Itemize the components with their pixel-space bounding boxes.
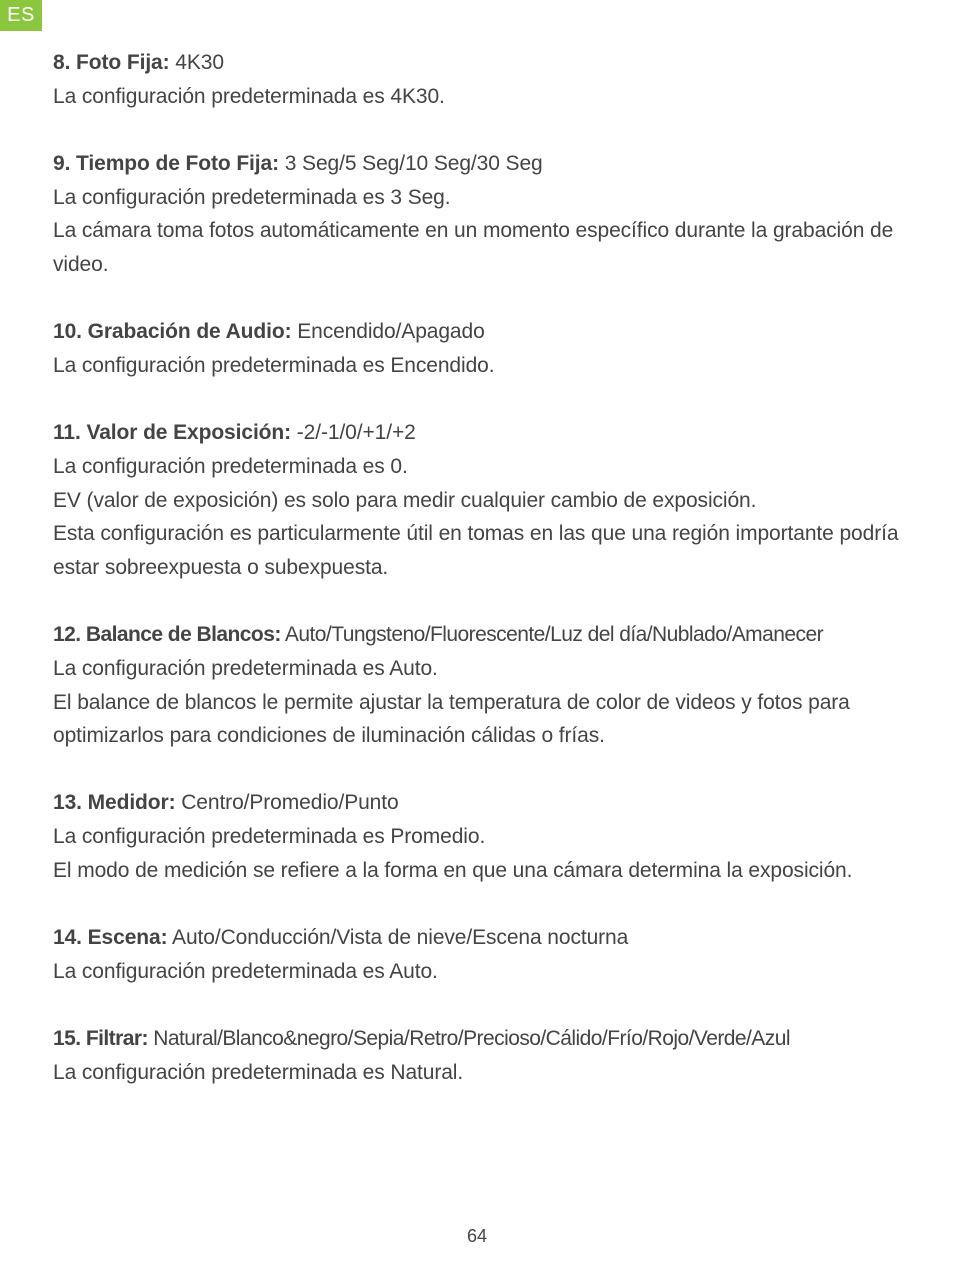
setting-foto-fija [53, 46, 913, 113]
setting-heading [53, 416, 913, 450]
setting-description: El modo de medición se refiere a la forma en que una cámara determina la exposición. [53, 858, 853, 882]
setting-heading [53, 147, 913, 181]
setting-options: Encendido/Apagado [291, 320, 485, 344]
setting-heading [53, 618, 913, 652]
settings-list [53, 46, 913, 1123]
setting-label: 8. Foto Fija: [53, 51, 170, 74]
setting-description: La configuración predeterminada es Auto. [53, 656, 438, 680]
setting-heading [53, 315, 913, 349]
setting-options: 3 Seg/5 Seg/10 Seg/30 Seg [279, 151, 543, 175]
setting-valor-exposicion [53, 416, 913, 585]
setting-options: Centro/Promedio/Punto [175, 791, 399, 815]
setting-description: El balance de blancos le permite ajustar la temperatura de color de videos y fotos para optimizarlos para condiciones de iluminación cálidas o frías. [53, 690, 850, 748]
setting-description: La configuración predeterminada es Promedio. [53, 825, 486, 849]
setting-escena [53, 921, 913, 988]
setting-heading [53, 786, 913, 820]
setting-options: Auto/Tungsteno/Fluorescente/Luz del día/Nublado/Amanecer [280, 623, 824, 647]
setting-label: 12. Balance de Blancos: [53, 623, 281, 647]
setting-heading [53, 46, 913, 80]
setting-heading [53, 921, 913, 955]
page-number: 64 [466, 1226, 488, 1246]
setting-filtrar [53, 1022, 913, 1089]
language-tab: ES [0, 0, 42, 31]
setting-description: La configuración predeterminada es 4K30. [53, 84, 445, 108]
setting-medidor [53, 786, 913, 887]
setting-label: 15. Filtrar: [53, 1026, 148, 1050]
setting-description: La configuración predeterminada es Encendido. [53, 353, 495, 377]
setting-description: La cámara toma fotos automáticamente en un momento específico durante la grabación de video. [53, 219, 894, 277]
setting-options: Auto/Conducción/Vista de nieve/Escena nocturna [167, 926, 629, 950]
setting-heading [53, 1022, 913, 1056]
setting-description: La configuración predeterminada es 0. [53, 454, 408, 478]
setting-grabacion-audio [53, 315, 913, 382]
setting-label: 13. Medidor: [53, 791, 176, 815]
setting-options: Natural/Blanco&negro/Sepia/Retro/Precioso/Cálido/Frío/Rojo/Verde/Azul [147, 1026, 790, 1050]
setting-description: La configuración predeterminada es Auto. [53, 959, 438, 983]
setting-label: 9. Tiempo de Foto Fija: [53, 151, 279, 175]
setting-balance-blancos [53, 618, 913, 753]
setting-description: La configuración predeterminada es 3 Seg. [53, 185, 451, 209]
setting-description: EV (valor de exposición) es solo para medir cualquier cambio de exposición. [53, 488, 757, 512]
setting-description: La configuración predeterminada es Natural. [53, 1060, 464, 1084]
setting-label: 10. Grabación de Audio: [53, 320, 292, 344]
setting-description: Esta configuración es particularmente útil en tomas en las que una región importante podría estar sobreexpuesta o subexpuesta. [53, 522, 899, 579]
setting-label: 11. Valor de Exposición: [53, 421, 292, 445]
setting-tiempo-foto-fija [53, 147, 913, 282]
setting-options: -2/-1/0/+1/+2 [291, 421, 416, 445]
setting-options: 4K30 [169, 51, 224, 74]
setting-label: 14. Escena: [53, 926, 168, 950]
